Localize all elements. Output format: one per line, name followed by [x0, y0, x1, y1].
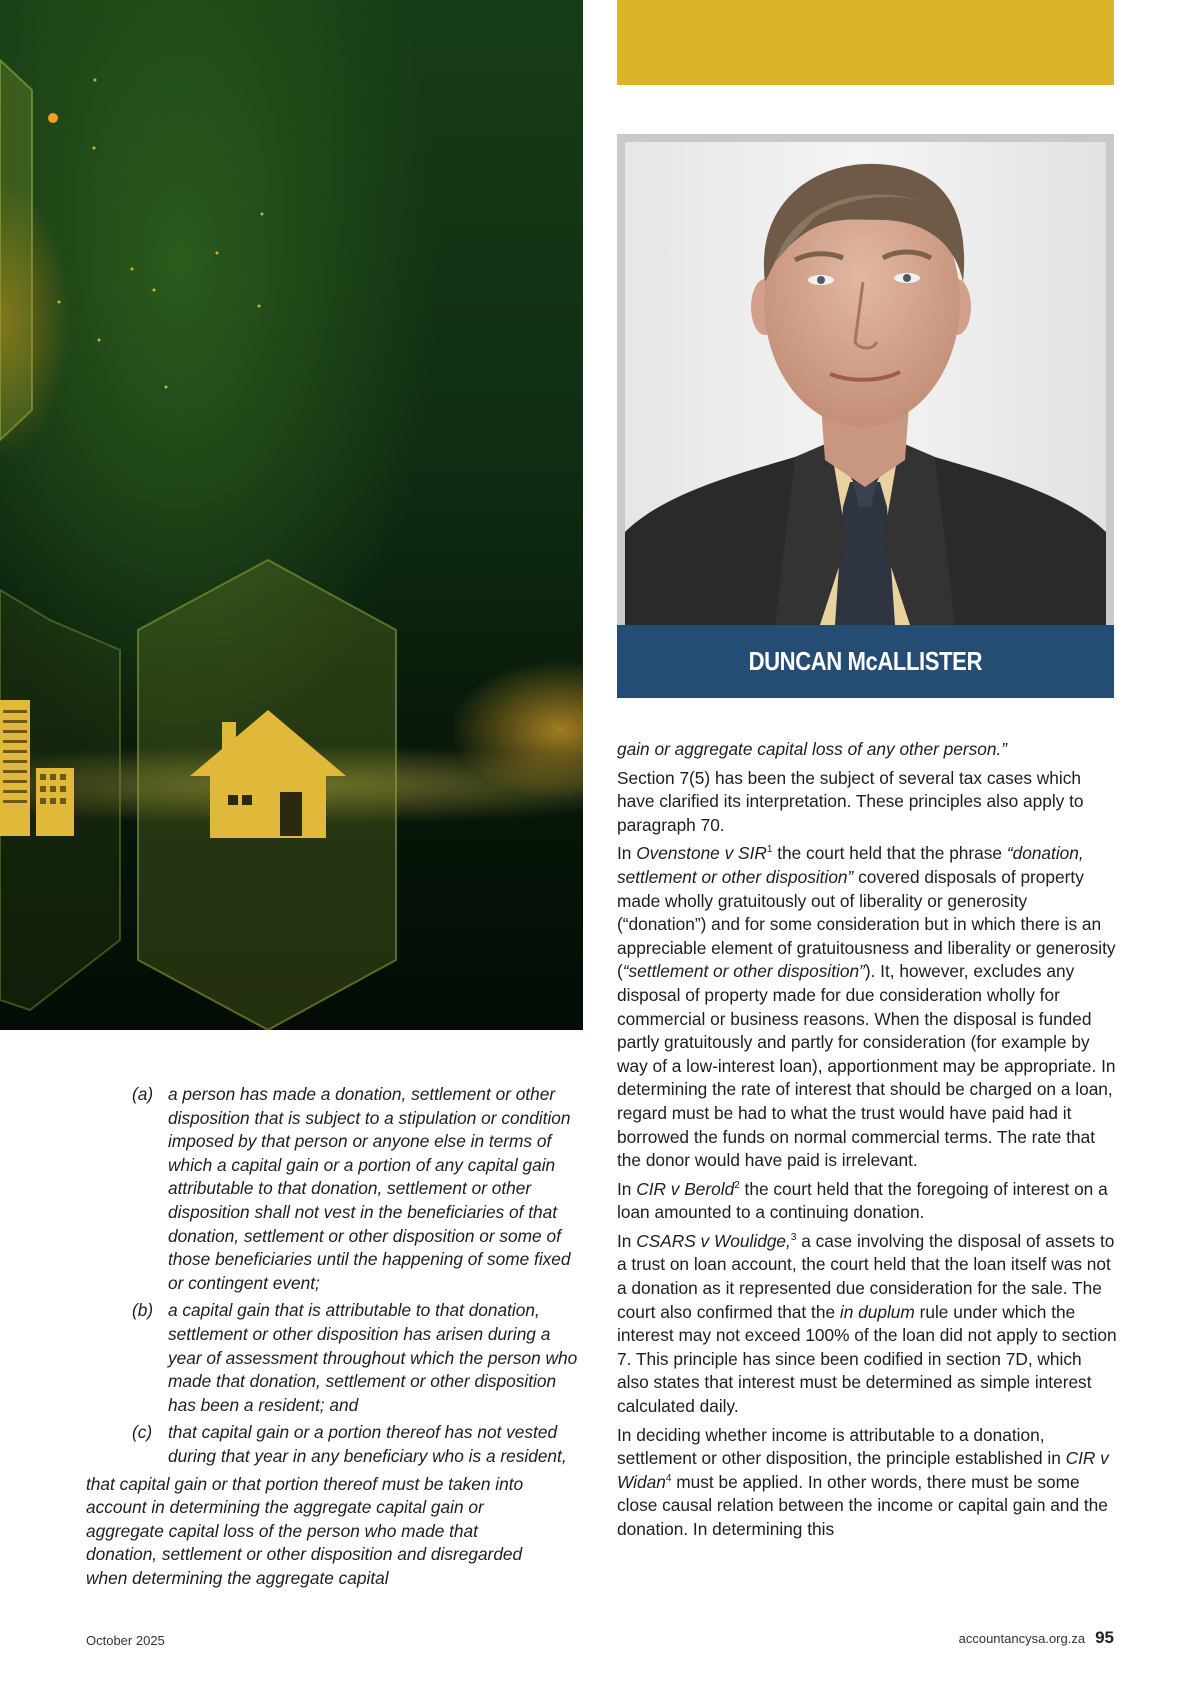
list-item-label: (a): [132, 1084, 154, 1104]
right-text-column: [617, 738, 1117, 1547]
author-name: DUNCAN McALLISTER: [748, 646, 983, 676]
sparkle: [48, 113, 58, 123]
author-portrait-frame: [617, 134, 1114, 625]
author-name-banner: [617, 625, 1114, 698]
hero-graphic: [0, 0, 583, 1030]
left-text-column: [86, 1083, 586, 1590]
author-portrait: [625, 142, 1106, 625]
closing-paragraph: that capital gain or that portion thereof must be taken into account in determining the aggregate capital gain or aggregate capital loss of the person who made that donation, settlement or other disposition and disregarded when determining the aggregate capital: [86, 1473, 524, 1588]
list-item-text: a person has made a donation, settlement or other disposition that is subject to a stipulation or condition imposed by that person or anyone else in terms of which a capital gain or a portion of any capital gain attributable to that donation, settlement or other disposition shall not vest in the beneficiaries of that donation, settlement or other disposition or some of those beneficiaries until the happening of some fixed or contingent event;: [168, 1084, 571, 1293]
list-item: [86, 1421, 586, 1468]
paragraph: In CIR v Berold$^2$ the court held that the foregoing of interest on a loan amounted to a continuing donation.: [617, 1178, 1108, 1223]
list-item: [86, 1083, 586, 1295]
gold-accent-bar: [617, 0, 1114, 85]
footer-site: accountancysa.org.za: [958, 1631, 1086, 1646]
paragraph: gain or aggregate capital loss of any other person.”: [617, 739, 1008, 759]
paragraph: Section 7(5) has been the subject of several tax cases which have clarified its interpretation. These principles also apply to paragraph 70.: [617, 767, 1084, 835]
list-item-label: (b): [132, 1300, 154, 1321]
portrait-illustration: [625, 142, 1106, 625]
paragraph: In Ovenstone v SIR$^1$ the court held that the phrase “donation, settlement or other disposition” covered disposals of property made wholly gratuitously out of liberality or generosity (“donation”) and for some consideration but in which there is an appreciable element of gratuitousness and liberality or generosity (“settlement or other disposition”). It, however, excludes any disposal of property made for due consideration wholly for commercial or business reasons. When the disposal is funded partly gratuitously and partly for consideration (for example by way of a low-interest loan), apportionment may be appropriate. In determining the rate of interest that should be charged on a loan, regard must be had to what the trust would have paid had it borrowed the funds on normal commercial terms. The rate that the donor would have paid is irrelevant.: [617, 843, 1116, 1171]
list-item-text: a capital gain that is attributable to that donation, settlement or other disposition has arisen during a year of assessment throughout which the person who made that donation, settlement or other disposition has been a resident; and: [168, 1300, 578, 1415]
footer-right: [920, 1628, 1114, 1648]
paragraph: In deciding whether income is attributable to a donation, settlement or other disposition, the principle established in CIR v Widan$^4$ must be applied. In other words, there must be some close causal relation between the income or capital gain and the donation. In determining this: [617, 1424, 1109, 1539]
list-item-label: (c): [132, 1422, 153, 1443]
footer-date: October 2025: [86, 1633, 165, 1648]
list-item-text: that capital gain or a portion thereof has not vested during that year in any beneficiary who is a resident,: [168, 1422, 567, 1466]
paragraph: In CSARS v Woulidge,$^3$ a case involving the disposal of assets to a trust on loan account, the court held that the loan itself was not a donation as it represented due consideration for the sale. The court also confirmed that the in duplum rule under which the interest may not exceed 100% of the loan did not apply to section 7. This principle has since been codified in section 7D, which also states that interest must be determined as simple interest calculated daily.: [617, 1230, 1117, 1417]
hero-illustration: [0, 0, 583, 1030]
hexagon-left-top: [0, 60, 32, 440]
list-item: [86, 1299, 586, 1417]
page-number: 95: [1095, 1628, 1114, 1647]
